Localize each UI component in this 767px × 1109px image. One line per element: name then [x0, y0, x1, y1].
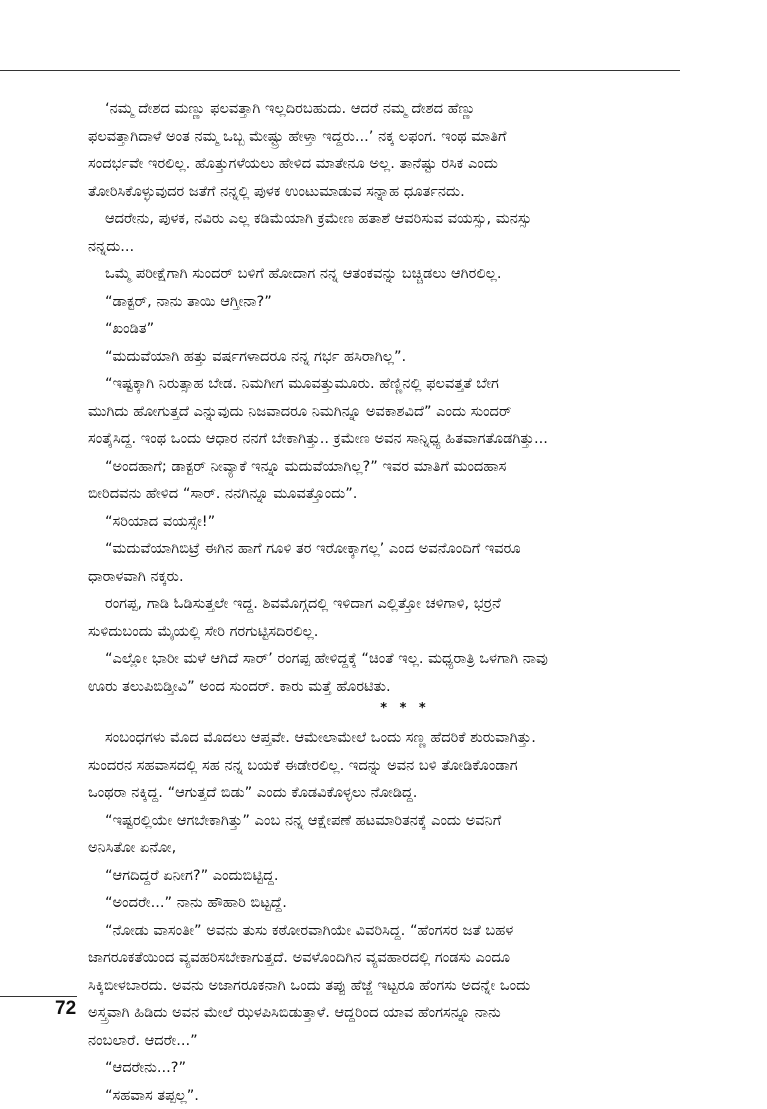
text-line: ‘ನಮ್ಮ ದೇಶದ ಮಣ್ಣು ಫಲವತ್ತಾಗಿ ಇಲ್ಲದಿರಬಹುದು. ಆದರೆ ನಮ್ಮ ದೇಶದ ಹೆಣ್ಣು — [88, 95, 682, 123]
text-line: “ಇಷ್ಟರಲ್ಲಿಯೇ ಆಗಬೇಕಾಗಿತ್ತು” ಎಂಬ ನನ್ನ ಆಕ್ಷೇಪಣೆ ಹಟಮಾರಿತನಕ್ಕೆ ಎಂದು ಅವನಿಗೆ — [88, 807, 682, 835]
text-line: ತೋರಿಸಿಕೊಳ್ಳುವುದರ ಜತೆಗೆ ನನ್ನಲ್ಲಿ ಪುಳಕ ಉಂಟುಮಾಡುವ ಸನ್ನಾಹ ಧೂರ್ತನದು. — [88, 178, 682, 206]
text-line: “ಡಾಕ್ಟರ್, ನಾನು ತಾಯಿ ಆಗ್ತೀನಾ?” — [88, 288, 682, 316]
text-line: ಸಂತೈಸಿದ್ದ. ಇಂಥ ಒಂದು ಆಧಾರ ನನಗೆ ಬೇಕಾಗಿತ್ತು.. ಕ್ರಮೇಣ ಅವನ ಸಾನ್ನಿಧ್ಯ ಹಿತವಾಗತೊಡಗಿತ್ತು... — [88, 425, 682, 453]
text-line: ಜಾಗರೂಕತೆಯಿಂದ ವ್ಯವಹರಿಸಬೇಕಾಗುತ್ತದೆ. ಅವಳೊಂದಿಗಿನ ವ್ಯವಹಾರದಲ್ಲಿ ಗಂಡಸು ಎಂದೂ — [88, 944, 682, 972]
text-line: “ಇಷ್ಟಕ್ಕಾಗಿ ನಿರುತ್ಸಾಹ ಬೇಡ. ನಿಮಗೀಗ ಮೂವತ್ತುಮೂರು. ಹೆಣ್ಣಿನಲ್ಲಿ ಫಲವತ್ತತೆ ಬೇಗ — [88, 370, 682, 398]
text-line: “ನೋಡು ವಾಸಂತೀ” ಅವನು ತುಸು ಕಠೋರವಾಗಿಯೇ ವಿವರಿಸಿದ್ದ. “ಹೆಂಗಸರ ಜತೆ ಬಹಳ — [88, 917, 682, 945]
text-line: “ಅಂದಹಾಗೆ; ಡಾಕ್ಟರ್ ನೀವ್ಯಾಕೆ ಇನ್ನೂ ಮದುವೆಯಾಗಿಲ್ಲ?” ಇವರ ಮಾತಿಗೆ ಮಂದಹಾಸ — [88, 453, 682, 481]
text-line: “ಖಂಡಿತ” — [88, 315, 682, 343]
text-line: ಧಾರಾಳವಾಗಿ ನಕ್ಕರು. — [88, 563, 682, 591]
text-line: “ಮದುವೆಯಾಗಿಬಿಟ್ರೆ ಈಗಿನ ಹಾಗೆ ಗೂಳಿ ತರ ಇರೋಕ್ಕಾಗಲ್ಲ’ ಎಂದ ಅವನೊಂದಿಗೆ ಇವರೂ — [88, 535, 682, 563]
text-line: ಸುಳಿದುಬಂದು ಮೈಯಲ್ಲಿ ಸೇರಿ ಗರಗುಟ್ಟಿಸದಿರಲಿಲ್ಲ. — [88, 618, 682, 646]
text-line: ಊರು ತಲುಪಿಬಿಡ್ತೀವಿ” ಅಂದ ಸುಂದರ್. ಕಾರು ಮತ್ತೆ ಹೊರಟಿತು. — [88, 673, 682, 701]
top-rule — [0, 70, 680, 71]
text-line: “ಆಗದಿದ್ದರೆ ಏನೀಗ?” ಎಂದುಬಿಟ್ಟಿದ್ದ. — [88, 862, 682, 890]
text-line: ನಂಬಲಾರೆ. ಆದರೇ...” — [88, 1027, 682, 1055]
text-line: ಸಂದರ್ಭವೇ ಇರಲಿಲ್ಲ. ಹೊತ್ತುಗಳೆಯಲು ಹೇಳಿದ ಮಾತೇನೂ ಅಲ್ಲ. ತಾನೆಷ್ಟು ರಸಿಕ ಎಂದು — [88, 150, 682, 178]
text-line: “ಮದುವೆಯಾಗಿ ಹತ್ತು ವರ್ಷಗಳಾದರೂ ನನ್ನ ಗರ್ಭ ಹಸಿರಾಗಿಲ್ಲ”. — [88, 343, 682, 371]
text-line: ಬೀರಿದವನು ಹೇಳಿದ “ಸಾರ್. ನನಗಿನ್ನೂ ಮೂವತ್ತೊಂದು”. — [88, 480, 682, 508]
text-line: “ಸಹವಾಸ ತಪ್ಪಲ್ಲ”. — [88, 1082, 682, 1109]
text-line: ಒಂಥರಾ ನಕ್ಕಿದ್ದ. “ಆಗುತ್ತದೆ ಬಿಡು” ಎಂದು ಕೊಡವಿಕೊಳ್ಳಲು ನೋಡಿದ್ದ. — [88, 779, 682, 807]
text-line: ರಂಗಪ್ಪ, ಗಾಡಿ ಓಡಿಸುತ್ತಲೇ ಇದ್ದ. ಶಿವಮೊಗ್ಗದಲ್ಲಿ ಇಳಿದಾಗ ಎಲ್ಲಿತ್ತೋ ಚಳಿಗಾಳಿ, ಭರ್ರನೆ — [88, 590, 682, 618]
page-body — [88, 95, 682, 1109]
text-line: ಫಲವತ್ತಾಗಿದಾಳೆ ಅಂತ ನಮ್ಮ ಒಬ್ಬ ಮೇಷ್ಟ್ರು ಹೇಳ್ತಾ ಇದ್ದರು...’ ನಕ್ಕ ಲಫಂಗ. ಇಂಥ ಮಾತಿಗೆ — [88, 123, 682, 151]
text-line: ಅಸ್ತ್ರವಾಗಿ ಹಿಡಿದು ಅವನ ಮೇಲೆ ಝಳಪಿಸಿಬಿಡುತ್ತಾಳೆ. ಆದ್ದರಿಂದ ಯಾವ ಹೆಂಗಸನ್ನೂ ನಾನು — [88, 999, 682, 1027]
page-number: 72 — [55, 996, 76, 1022]
text-line: ನನ್ನದು... — [88, 233, 682, 261]
text-line: ಸುಂದರನ ಸಹವಾಸದಲ್ಲಿ ಸಹ ನನ್ನ ಬಯಕೆ ಈಡೇರಲಿಲ್ಲ. ಇದನ್ನು ಅವನ ಬಳಿ ತೋಡಿಕೊಂಡಾಗ — [88, 752, 682, 780]
text-line: “ಅಂದರೇ...” ನಾನು ಹೌಹಾರಿ ಬಿಟ್ಟದ್ದೆ. — [88, 889, 682, 917]
text-line: ಒಮ್ಮೆ ಪರೀಕ್ಷೆಗಾಗಿ ಸುಂದರ್ ಬಳಿಗೆ ಹೋದಾಗ ನನ್ನ ಆತಂಕವನ್ನು ಬಚ್ಚಿಡಲು ಆಗಿರಲಿಲ್ಲ. — [88, 260, 682, 288]
text-line: ಸಿಕ್ಕಿಬೀಳಬಾರದು. ಅವನು ಅಜಾಗರೂಕನಾಗಿ ಒಂದು ತಪ್ಪು ಹೆಜ್ಜೆ ಇಟ್ಟರೂ ಹೆಂಗಸು ಅದನ್ನೇ ಒಂದು — [88, 972, 682, 1000]
text-line: ಮುಗಿದು ಹೋಗುತ್ತದೆ ಎನ್ನುವುದು ನಿಜವಾದರೂ ನಿಮಗಿನ್ನೂ ಅವಕಾಶವಿದೆ” ಎಂದು ಸುಂದರ್ — [88, 398, 682, 426]
text-line: ಸಂಬಂಧಗಳು ಮೊದ ಮೊದಲು ಆಪ್ತವೇ. ಆಮೇಲಾಮೇಲೆ ಒಂದು ಸಣ್ಣ ಹೆದರಿಕೆ ಶುರುವಾಗಿತ್ತು. — [88, 724, 682, 752]
text-line: “ಎಲ್ಲೋ ಭಾರೀ ಮಳೆ ಆಗಿದೆ ಸಾರ್’ ರಂಗಪ್ಪ ಹೇಳಿದ್ದಕ್ಕೆ “ಚಿಂತೆ ಇಲ್ಲ. ಮಧ್ಯರಾತ್ರಿ ಒಳಗಾಗಿ ನಾವು — [88, 645, 682, 673]
text-line: “ಆದರೇನು...?” — [88, 1054, 682, 1082]
section-separator: * * * — [88, 700, 682, 724]
text-line: ಆದರೇನು, ಪುಳಕ, ನವಿರು ಎಲ್ಲ ಕಡಿಮೆಯಾಗಿ ಕ್ರಮೇಣ ಹತಾಶೆ ಆವರಿಸುವ ವಯಸ್ಸು, ಮನಸ್ಸು — [88, 205, 682, 233]
text-line: ಅನಿಸಿತೋ ಏನೋ, — [88, 834, 682, 862]
text-line: “ಸರಿಯಾದ ವಯಸ್ಸೇ!” — [88, 508, 682, 536]
